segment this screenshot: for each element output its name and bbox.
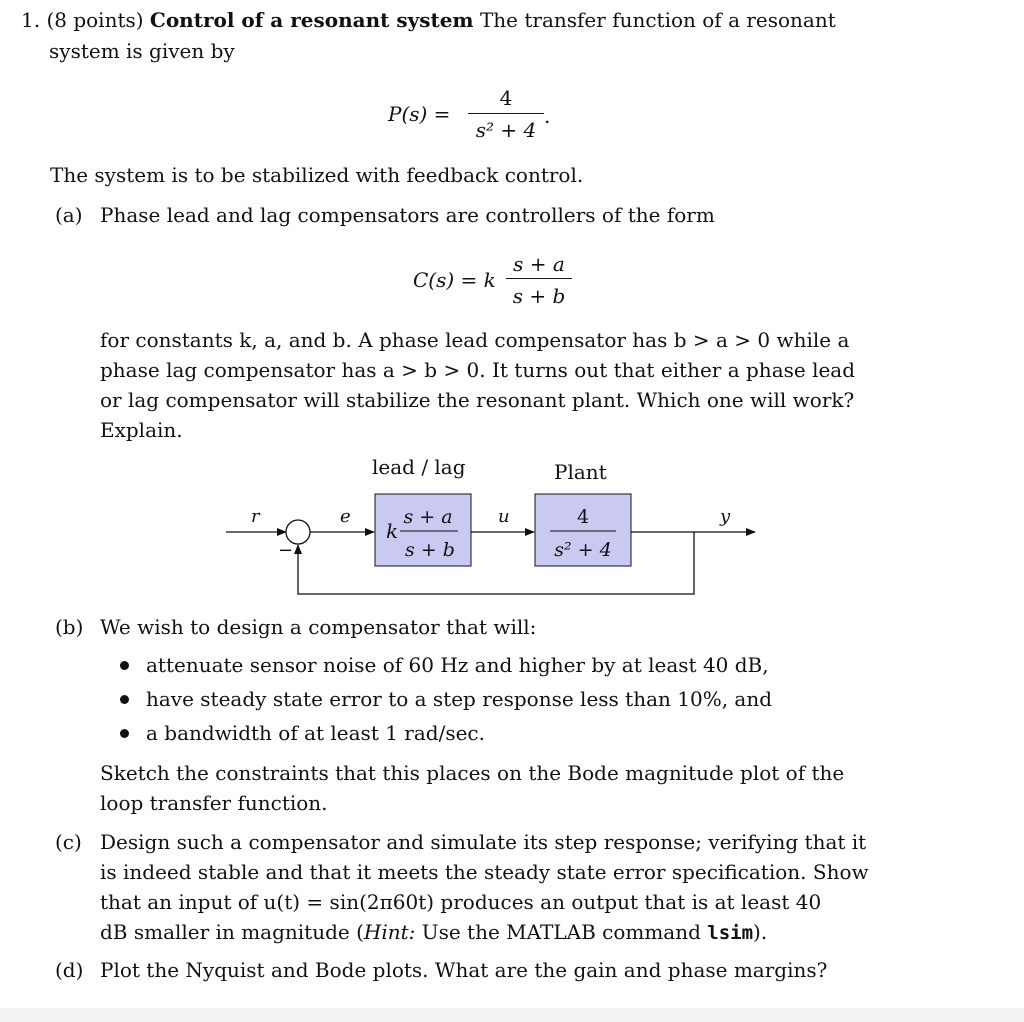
- bullet-item-2: have steady state error to a step response less than 10%, and: [146, 687, 773, 711]
- plant-eq-denominator: s² + 4: [475, 118, 537, 142]
- plant-denominator: s² + 4: [554, 539, 612, 561]
- part-c-line1: Design such a compensator and simulate its step response; verifying that it: [100, 830, 867, 854]
- problem-title: Control of a resonant system: [149, 8, 474, 32]
- comp-eq-numerator: s + a: [513, 252, 565, 276]
- bullet-dot: [120, 695, 129, 704]
- part-b-para-line1: Sketch the constraints that this places on the Bode magnitude plot of the: [100, 761, 845, 785]
- part-a-para-line3: or lag compensator will stabilize the resonant plant. Which one will work?: [100, 388, 855, 412]
- part-c-line4: [100, 920, 767, 945]
- signal-y: y: [720, 506, 731, 527]
- problem-intro: The transfer function of a resonant: [479, 8, 836, 32]
- part-c-line4-end: ).: [753, 920, 768, 944]
- compensator-numerator: s + a: [403, 506, 453, 528]
- plant-numerator: 4: [576, 506, 590, 528]
- label-plant: Plant: [554, 460, 607, 484]
- part-d-label: (d): [55, 958, 84, 982]
- part-d-line1: Plot the Nyquist and Bode plots. What are the gain and phase margins?: [100, 958, 828, 982]
- compensator-denominator: s + b: [405, 539, 455, 561]
- part-b-label: (b): [55, 615, 84, 639]
- part-a-para-line1: for constants k, a, and b. A phase lead compensator has b > a > 0 while a: [100, 328, 850, 352]
- part-c-line2: is indeed stable and that it meets the steady state error specification. Show: [100, 860, 869, 884]
- comp-eq-lhs: C(s) = k: [413, 268, 496, 292]
- plant-eq-numerator: 4: [499, 86, 513, 110]
- bullet-item-3: a bandwidth of at least 1 rad/sec.: [146, 721, 485, 745]
- comp-eq-denominator: s + b: [512, 284, 566, 308]
- part-c-line4-mid: Use the MATLAB command: [415, 920, 708, 944]
- signal-r: r: [251, 506, 260, 527]
- part-a-label: (a): [55, 203, 83, 227]
- bullet-dot: [120, 729, 129, 738]
- signal-u: u: [498, 506, 510, 527]
- part-c-line4-start: dB smaller in magnitude (: [100, 920, 364, 944]
- bullet-item-1: attenuate sensor noise of 60 Hz and higher by at least 40 dB,: [146, 653, 769, 677]
- part-b-line1: We wish to design a compensator that will:: [100, 615, 537, 639]
- hint-label: Hint:: [363, 920, 416, 944]
- plant-eq-lhs: P(s) =: [388, 102, 451, 126]
- plant-eq-period: .: [544, 104, 551, 128]
- minus-sign: −: [278, 540, 294, 561]
- part-a-para-line4: Explain.: [100, 418, 183, 442]
- feedback-path: [298, 532, 694, 594]
- problem-intro-line2: system is given by: [49, 39, 235, 63]
- label-lead-lag: lead / lag: [372, 455, 466, 479]
- part-b-para-line2: loop transfer function.: [100, 791, 328, 815]
- problem-points: (8 points): [46, 8, 144, 32]
- stabilize-sentence: The system is to be stabilized with feedback control.: [50, 163, 584, 187]
- part-c-line3: that an input of u(t) = sin(2π60t) produces an output that is at least 40: [100, 890, 822, 914]
- compensator-gain-k: k: [386, 519, 399, 543]
- part-c-label: (c): [55, 830, 82, 854]
- matlab-command: lsim: [707, 922, 754, 944]
- page-bottom-strip: [0, 1008, 1024, 1022]
- problem-number: 1.: [21, 8, 41, 32]
- part-a-para-line2: phase lag compensator has a > b > 0. It turns out that either a phase lead: [100, 358, 856, 382]
- part-a-line1: Phase lead and lag compensators are controllers of the form: [100, 203, 715, 227]
- bullet-dot: [120, 661, 129, 670]
- signal-e: e: [340, 506, 351, 527]
